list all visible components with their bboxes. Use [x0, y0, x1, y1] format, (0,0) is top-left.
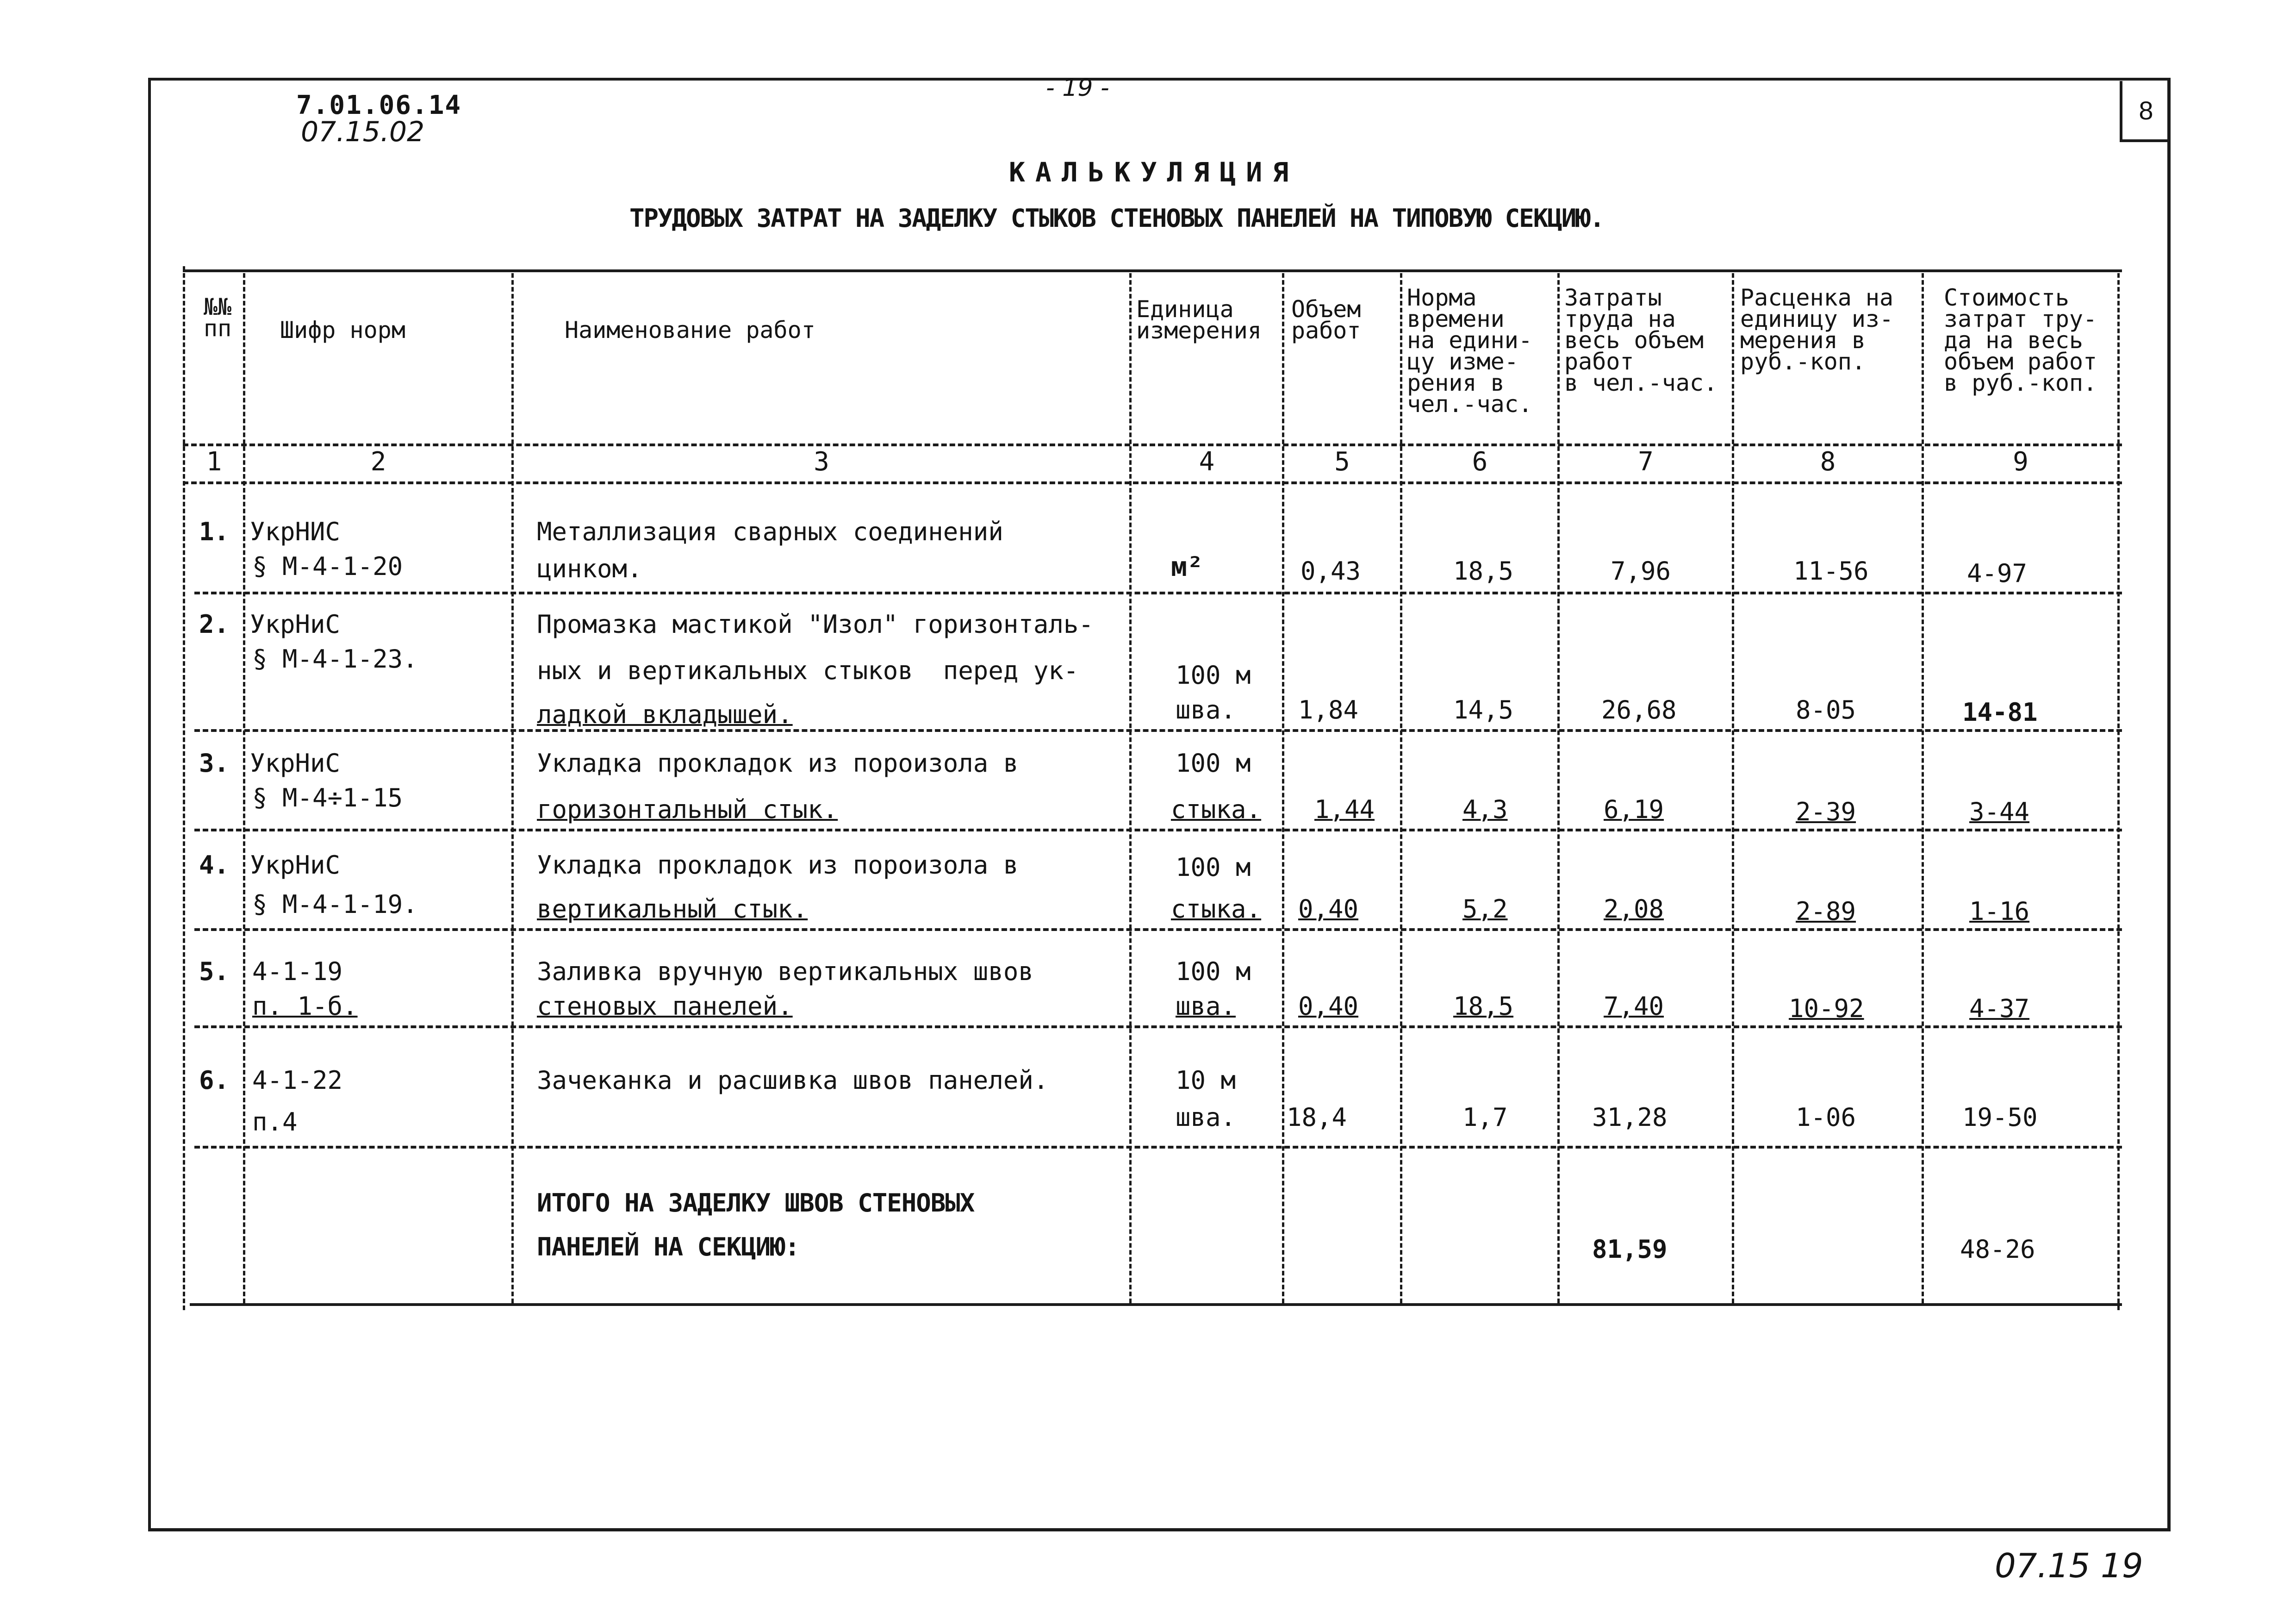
col-number: 7	[1638, 447, 1654, 477]
work-name-line: Заливка вручную вертикальных швов	[537, 957, 1033, 986]
unit-line: 100 м	[1176, 957, 1251, 986]
labor-cell: 7,96	[1611, 556, 1671, 586]
volume-cell: 18,4	[1287, 1103, 1347, 1132]
table-header-rule	[183, 443, 2122, 446]
rate-cell: 2-89	[1796, 897, 1856, 926]
document-code: 7.01.06.14	[296, 90, 462, 120]
cost-cell: 3-44	[1969, 797, 2030, 826]
rate-cell: 2-39	[1796, 797, 1856, 826]
work-name-line: ладкой вкладышей.	[537, 700, 793, 729]
unit-line: стыка.	[1171, 894, 1262, 924]
archive-stamp: 07.15 19	[1995, 1546, 2143, 1585]
col-number: 9	[2013, 447, 2028, 477]
work-name-line: горизонтальный стык.	[537, 795, 838, 824]
volume-cell: 1,44	[1314, 795, 1375, 824]
col-header-norm: Норма времени на едини- цу изме- рения в чел.-час.	[1407, 284, 1532, 418]
norm-code-line: § М-4-1-19.	[252, 890, 418, 919]
cost-cell: 4-97	[1967, 559, 2028, 588]
work-name-line: стеновых панелей.	[537, 992, 793, 1021]
norm-cell: 4,3	[1462, 795, 1508, 824]
col-number: 4	[1199, 447, 1215, 477]
row-number: 1.	[199, 517, 230, 546]
work-name-line: цинком.	[537, 554, 642, 583]
volume-cell: 0,40	[1298, 894, 1359, 924]
volume-cell: 0,40	[1298, 992, 1359, 1021]
col-divider	[243, 273, 245, 1303]
col-header-labor: Затраты труда на весь объем работ в чел.-час.	[1564, 284, 1718, 396]
volume-cell: 1,84	[1298, 695, 1359, 725]
total-label-line: ИТОГО НА ЗАДЕЛКУ ШВОВ СТЕНОВЫХ	[537, 1188, 975, 1218]
unit-line: шва.	[1176, 695, 1236, 725]
col-number: 3	[814, 447, 829, 477]
norm-code-line: 4-1-22	[252, 1066, 343, 1095]
document-title: КАЛЬКУЛЯЦИЯ	[1009, 156, 1299, 188]
cost-cell: 14-81	[1962, 698, 2038, 727]
col-divider	[511, 273, 514, 1303]
work-name-line: ных и вертикальных стыков перед ук-	[537, 656, 1079, 685]
work-name-line: Металлизация сварных соединений	[537, 517, 1003, 546]
unit-line: 100 м	[1176, 661, 1251, 690]
norm-code-line: § М-4-1-23.	[252, 644, 418, 674]
norm-code-line: § М-4÷1-15	[252, 783, 403, 812]
unit-line: 100 м	[1176, 853, 1251, 882]
cost-cell: 1-16	[1969, 897, 2030, 926]
col-header-volume: Объем работ	[1291, 296, 1361, 344]
unit-line: шва.	[1176, 1103, 1236, 1132]
table-top-rule	[183, 269, 2122, 272]
unit-line: 10 м	[1176, 1066, 1236, 1095]
volume-cell: 0,43	[1300, 556, 1361, 586]
row-number: 4.	[199, 850, 230, 880]
col-number: 8	[1820, 447, 1836, 477]
norm-code-line: § М-4-1-20	[252, 552, 403, 581]
col-header-cost: Стоимость затрат тру- да на весь объем работ в руб.-коп.	[1944, 284, 2097, 396]
col-header-rate: Расценка на единицу из- мерения в руб.-коп.	[1740, 284, 1894, 375]
work-name-line: Укладка прокладок из пороизола в	[537, 749, 1019, 778]
row-number: 6.	[199, 1066, 230, 1095]
rate-cell: 8-05	[1796, 695, 1856, 725]
row-number: 2.	[199, 610, 230, 639]
table-bottom-rule	[190, 1303, 2122, 1306]
rate-cell: 1-06	[1796, 1103, 1856, 1132]
row-rule	[194, 1146, 2122, 1149]
document-code-handwritten: 07.15.02	[301, 116, 425, 148]
col-divider	[1400, 273, 1402, 1303]
total-label-line: ПАНЕЛЕЙ НА СЕКЦИЮ:	[537, 1232, 800, 1262]
labor-cell: 7,40	[1604, 992, 1664, 1021]
norm-cell: 18,5	[1453, 556, 1514, 586]
table-numbers-rule	[183, 481, 2122, 484]
labor-cell: 6,19	[1604, 795, 1664, 824]
rate-cell: 10-92	[1789, 994, 1864, 1023]
labor-cell: 2,08	[1604, 894, 1664, 924]
labor-cell: 31,28	[1592, 1103, 1668, 1132]
col-divider	[183, 266, 185, 1310]
row-number: 3.	[199, 749, 230, 778]
norm-cell: 5,2	[1462, 894, 1508, 924]
document-subtitle: ТРУДОВЫХ ЗАТРАТ НА ЗАДЕЛКУ СТЫКОВ СТЕНОВЫХ ПАНЕЛЕЙ НА ТИПОВУЮ СЕКЦИЮ.	[629, 204, 1604, 233]
work-name-line: вертикальный стык.	[537, 894, 808, 924]
labor-cell: 26,68	[1601, 695, 1677, 725]
col-number: 2	[370, 447, 386, 477]
norm-code-line: п.4	[252, 1107, 298, 1137]
total-labor: 81,59	[1592, 1235, 1668, 1264]
norm-cell: 1,7	[1462, 1103, 1508, 1132]
norm-code-line: УкрНИС	[250, 517, 341, 546]
col-number: 5	[1334, 447, 1350, 477]
norm-code-line: п. 1-б.	[252, 992, 358, 1021]
unit-line: стыка.	[1171, 795, 1262, 824]
col-number: 1	[206, 447, 222, 477]
norm-code-line: 4-1-19	[252, 957, 343, 986]
col-divider	[1282, 273, 1284, 1303]
col-divider	[1922, 273, 1924, 1303]
work-name-line: Промазка мастикой "Изол" горизонталь-	[537, 610, 1094, 639]
unit-cell: м²	[1171, 551, 1203, 582]
norm-cell: 14,5	[1453, 695, 1514, 725]
norm-code-line: УкрНиС	[250, 610, 341, 639]
col-header-number: №№ пп	[204, 294, 232, 342]
norm-code-line: УкрНиС	[250, 749, 341, 778]
cost-cell: 19-50	[1962, 1103, 2038, 1132]
unit-line: шва.	[1176, 992, 1236, 1021]
sheet-number: 8	[2120, 81, 2170, 142]
work-name-line: Зачеканка и расшивка швов панелей.	[537, 1066, 1049, 1095]
col-divider	[1557, 273, 1560, 1303]
col-header-unit: Единица измерения	[1136, 296, 1262, 344]
norm-code-line: УкрНиС	[250, 850, 341, 880]
col-number: 6	[1472, 447, 1488, 477]
col-divider	[1129, 273, 1132, 1303]
total-cost: 48-26	[1960, 1235, 2035, 1264]
col-divider	[2117, 273, 2120, 1310]
cost-cell: 4-37	[1969, 994, 2030, 1023]
work-name-line: Укладка прокладок из пороизола в	[537, 850, 1019, 880]
col-header-code: Шифр норм	[280, 317, 405, 344]
rate-cell: 11-56	[1793, 556, 1869, 586]
col-divider	[1732, 273, 1734, 1303]
norm-cell: 18,5	[1453, 992, 1514, 1021]
page-number: - 19 -	[1046, 74, 1109, 102]
unit-line: 100 м	[1176, 749, 1251, 778]
col-header-name: Наименование работ	[565, 317, 815, 344]
row-number: 5.	[199, 957, 230, 986]
